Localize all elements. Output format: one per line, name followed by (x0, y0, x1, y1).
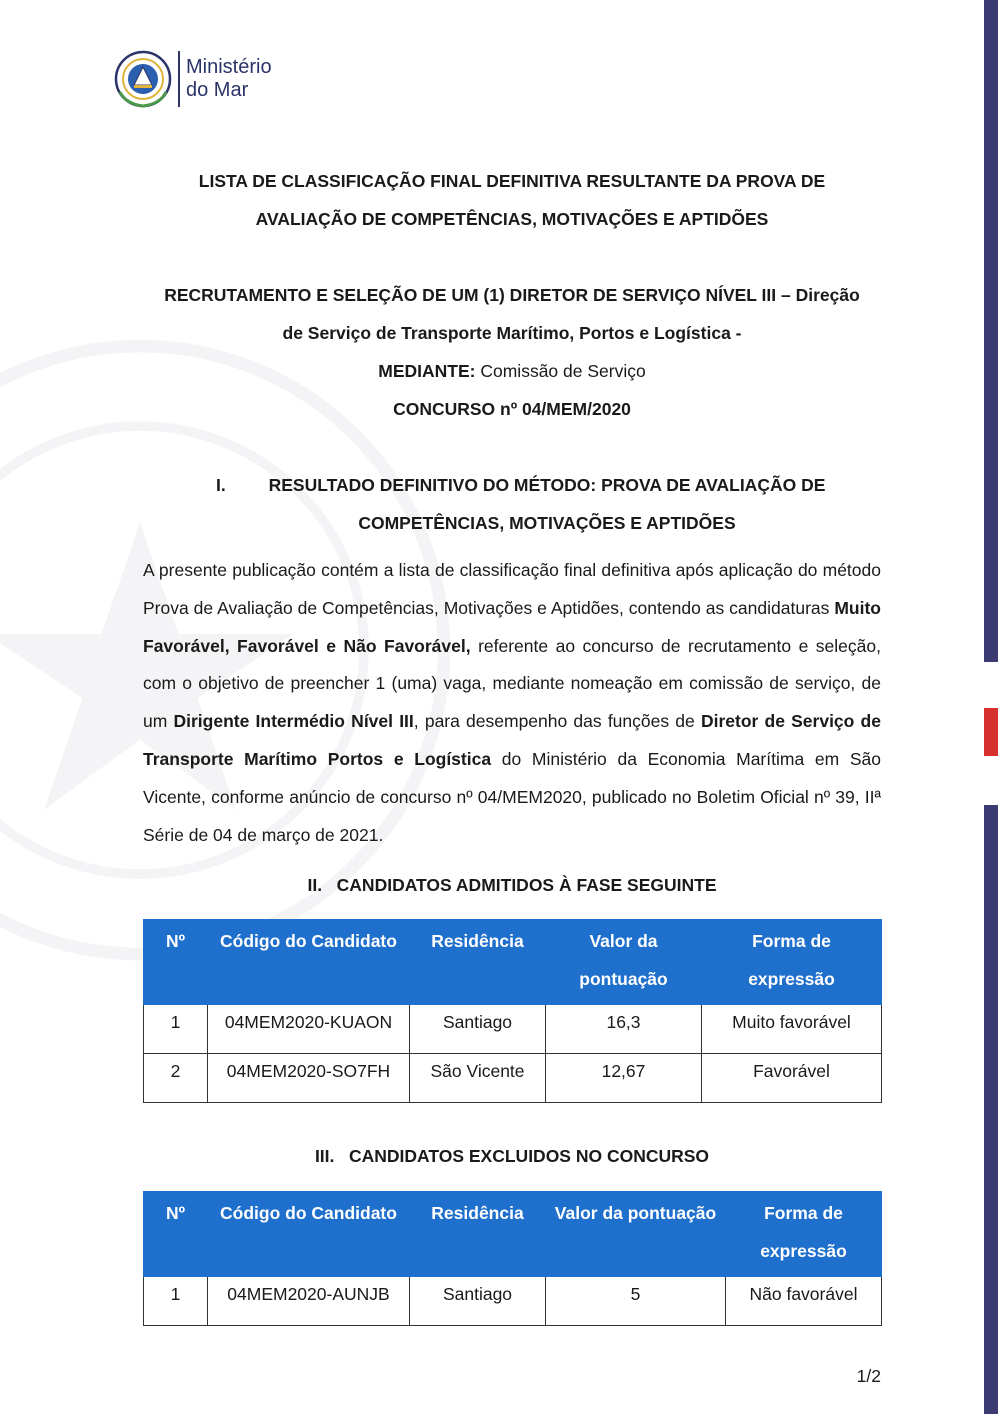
section-3-heading: III. CANDIDATOS EXCLUIDOS NO CONCURSO (314, 1146, 710, 1166)
para-bold-1: Muito Favorável, Favorável e Não Favorável, (143, 597, 881, 656)
col-header-number: Nº (144, 920, 208, 1005)
cell-number: 1 (144, 1277, 208, 1326)
para-text-1: A presente publicação contém a lista de classificação final definitiva após aplicação do método Prova de Avaliação de Competências, Motivações e Aptidões, contendo as candidaturas (143, 560, 881, 618)
para-text-3: , para desempenho das funções de (413, 711, 701, 732)
table-row (144, 1054, 882, 1103)
col-header-code: Código do Candidato (208, 920, 410, 1005)
cell-residence: São Vicente (410, 1054, 546, 1103)
cell-number: 1 (144, 1005, 208, 1054)
table-row (144, 1005, 882, 1054)
recruitment-heading (143, 276, 881, 352)
para-bold-3: Diretor de Serviço de Transporte Marítimo Portos e Logística (143, 711, 881, 769)
cell-number: 2 (144, 1054, 208, 1103)
table-row (144, 1277, 882, 1326)
col-header-score: Valor da pontuação (546, 920, 702, 1005)
cell-score: 16,3 (546, 1005, 702, 1054)
title-line2: AVALIAÇÃO DE COMPETÊNCIAS, MOTIVAÇÕES E APTIDÕES (255, 209, 769, 229)
cell-expression: Não favorável (726, 1277, 882, 1326)
col-header-code: Código do Candidato (208, 1192, 410, 1277)
col-header-residence: Residência (410, 920, 546, 1005)
section-1-title-line1: RESULTADO DEFINITIVO DO MÉTODO: PROVA DE AVALIAÇÃO DE (268, 475, 826, 495)
ministry-name-line1: Ministério (186, 56, 272, 78)
cell-expression: Favorável (702, 1054, 882, 1103)
section-1-number: I. (216, 475, 226, 495)
table-header-row (144, 1192, 882, 1277)
para-bold-2: Dirigente Intermédio Nível III (173, 711, 414, 732)
section-1-title-line2: COMPETÊNCIAS, MOTIVAÇÕES E APTIDÕES (358, 513, 736, 533)
edge-stripe-red (984, 708, 998, 756)
admitted-candidates-table (143, 919, 882, 1103)
title-line1: LISTA DE CLASSIFICAÇÃO FINAL DEFINITIVA RESULTANTE DA PROVA DE (198, 171, 826, 191)
recruitment-line2: de Serviço de Transporte Marítimo, Portos e Logística - (282, 323, 742, 343)
table-header-row (144, 920, 882, 1005)
col-header-residence: Residência (410, 1192, 546, 1277)
para-text-2: referente ao concurso de recrutamento e seleção, com o objetivo de preencher 1 (uma) vaga, mediante nomeação em comissão de serviço, de um (143, 635, 881, 732)
para-text-4: do Ministério da Economia Marítima em São Vicente, conforme anúncio de concurso nº 04/MEM2020, publicado no Boletim Oficial nº 39, IIª Série de 04 de março de 2021. (143, 748, 881, 845)
col-header-score: Valor da pontuação (546, 1192, 726, 1277)
coat-of-arms-icon (112, 48, 174, 110)
concurso-number: CONCURSO nº 04/MEM/2020 (393, 399, 631, 419)
cell-residence: Santiago (410, 1005, 546, 1054)
cell-code: 04MEM2020-SO7FH (208, 1054, 410, 1103)
edge-stripe-navy-top (984, 0, 998, 662)
col-header-expression: Forma de expressão (702, 920, 882, 1005)
logo-divider (178, 51, 180, 107)
mediante-line (143, 352, 881, 390)
cell-score: 12,67 (546, 1054, 702, 1103)
section-1-title (252, 466, 842, 542)
page-number: 1/2 (856, 1366, 881, 1386)
excluded-candidates-table (143, 1191, 882, 1326)
document-title (143, 162, 881, 238)
col-header-number: Nº (144, 1192, 208, 1277)
cell-score: 5 (546, 1277, 726, 1326)
ministry-logo (112, 48, 272, 110)
mediante-label: MEDIANTE: (378, 361, 476, 381)
section-2-heading: II. CANDIDATOS ADMITIDOS À FASE SEGUINTE (307, 875, 717, 895)
col-header-expression: Forma de expressão (726, 1192, 882, 1277)
edge-stripe-navy-bottom (984, 805, 998, 1414)
recruitment-line1: RECRUTAMENTO E SELEÇÃO DE UM (1) DIRETOR DE SERVIÇO NÍVEL III – Direção (164, 285, 860, 305)
cell-code: 04MEM2020-AUNJB (208, 1277, 410, 1326)
ministry-name-line2: do Mar (186, 79, 249, 101)
cell-expression: Muito favorável (702, 1005, 882, 1054)
mediante-value: Comissão de Serviço (480, 361, 646, 381)
ministry-name (186, 56, 272, 102)
cell-code: 04MEM2020-KUAON (208, 1005, 410, 1054)
cell-residence: Santiago (410, 1277, 546, 1326)
body-paragraph (143, 552, 881, 854)
